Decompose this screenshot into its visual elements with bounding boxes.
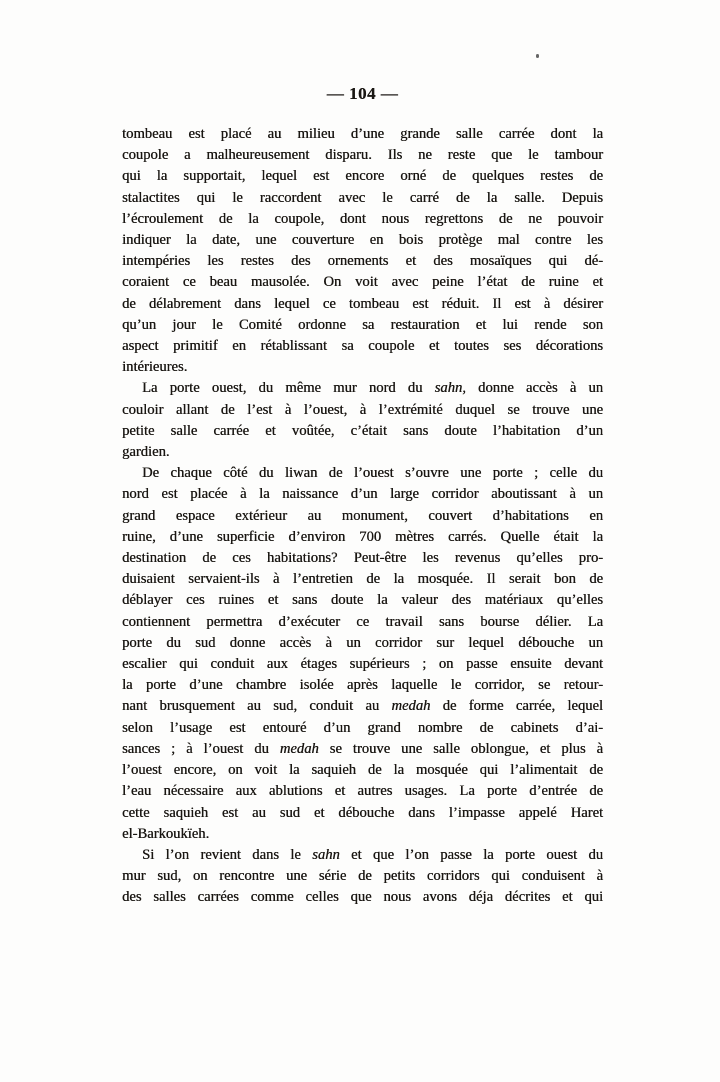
- paragraph: [122, 378, 603, 463]
- scan-artifact-dot: [536, 54, 539, 58]
- paragraph: [122, 845, 603, 909]
- text-line: qu’un jour le Comité ordonne sa restauration et lui rende son: [122, 316, 603, 333]
- text-line: ruine, d’une superficie d’environ 700 mètres carrés. Quelle était la: [122, 528, 603, 545]
- text-line: grand espace extérieur au monument, couvert d’habitations en: [122, 507, 603, 524]
- text-line: coupole a malheureusement disparu. Ils ne reste que le tambour: [122, 147, 603, 164]
- text-line: destination de ces habitations? Peut-être les revenus qu’elles pro-: [122, 550, 603, 567]
- text-line: intempéries les restes des ornements et des mosaïques qui dé-: [122, 253, 603, 270]
- text-line: intérieures.: [122, 359, 188, 376]
- text-line: gardien.: [122, 444, 170, 461]
- text-line: déblayer ces ruines et sans doute la valeur des matériaux qu’elles: [122, 592, 603, 609]
- text-line: La porte ouest, du même mur nord du sahn, donne accès à un: [142, 380, 604, 397]
- text-line: qui la supportait, lequel est encore orné de quelques restes de: [122, 168, 603, 185]
- text-line: l’eau nécessaire aux ablutions et autres usages. La porte d’entrée de: [122, 783, 603, 800]
- text-line: sances ; à l’ouest du medah se trouve une salle oblongue, et plus à: [122, 740, 603, 757]
- text-line: coraient ce beau mausolée. On voit avec peine l’état de ruine et: [122, 274, 603, 291]
- text-line: stalactites qui le raccordent avec le carré de la salle. Depuis: [122, 189, 603, 206]
- page-number-header: — 104 —: [326, 84, 399, 103]
- text-line: Si l’on revient dans le sahn et que l’on passe la porte ouest du: [142, 846, 603, 863]
- paragraph: [122, 124, 603, 378]
- page-body-text: [122, 124, 603, 909]
- text-line: De chaque côté du liwan de l’ouest s’ouvre une porte ; celle du: [142, 465, 603, 482]
- text-line: escalier qui conduit aux étages supérieurs ; on passe ensuite devant: [122, 656, 603, 673]
- text-line: des salles carrées comme celles que nous avons déja décrites et qui: [122, 889, 603, 906]
- text-line: el-Barkoukïeh.: [122, 825, 210, 842]
- text-line: de délabrement dans lequel ce tombeau est réduit. Il est à désirer: [122, 295, 603, 312]
- text-line: couloir allant de l’est à l’ouest, à l’extrémité duquel se trouve une: [122, 401, 603, 418]
- text-line: aspect primitif en rétablissant sa coupole et toutes ses décorations: [122, 338, 603, 355]
- text-line: duisaient servaient-ils à l’entretien de la mosquée. Il serait bon de: [122, 571, 603, 588]
- paragraph: [122, 463, 603, 845]
- text-line: indiquer la date, une couverture en bois protège mal contre les: [122, 232, 603, 249]
- text-line: mur sud, on rencontre une série de petits corridors qui conduisent à: [122, 868, 603, 885]
- text-line: cette saquieh est au sud et débouche dans l’impasse appelé Haret: [122, 804, 603, 821]
- text-line: nord est placée à la naissance d’un large corridor aboutissant à un: [122, 486, 603, 503]
- text-line: nant brusquement au sud, conduit au medah de forme carrée, lequel: [122, 698, 603, 715]
- text-line: selon l’usage est entouré d’un grand nombre de cabinets d’ai-: [122, 719, 603, 736]
- text-line: l’écroulement de la coupole, dont nous regrettons de ne pouvoir: [122, 210, 603, 227]
- text-line: tombeau est placé au milieu d’une grande salle carrée dont la: [122, 126, 603, 142]
- text-line: l’ouest encore, on voit la saquieh de la mosquée qui l’alimentait de: [122, 762, 603, 779]
- text-line: petite salle carrée et voûtée, c’était sans doute l’habitation d’un: [122, 422, 603, 439]
- text-line: la porte d’une chambre isolée après laquelle le corridor, se retour-: [122, 677, 603, 694]
- text-line: porte du sud donne accès à un corridor sur lequel débouche un: [122, 634, 603, 651]
- text-line: contiennent permettra d’exécuter ce travail sans bourse délier. La: [122, 613, 603, 630]
